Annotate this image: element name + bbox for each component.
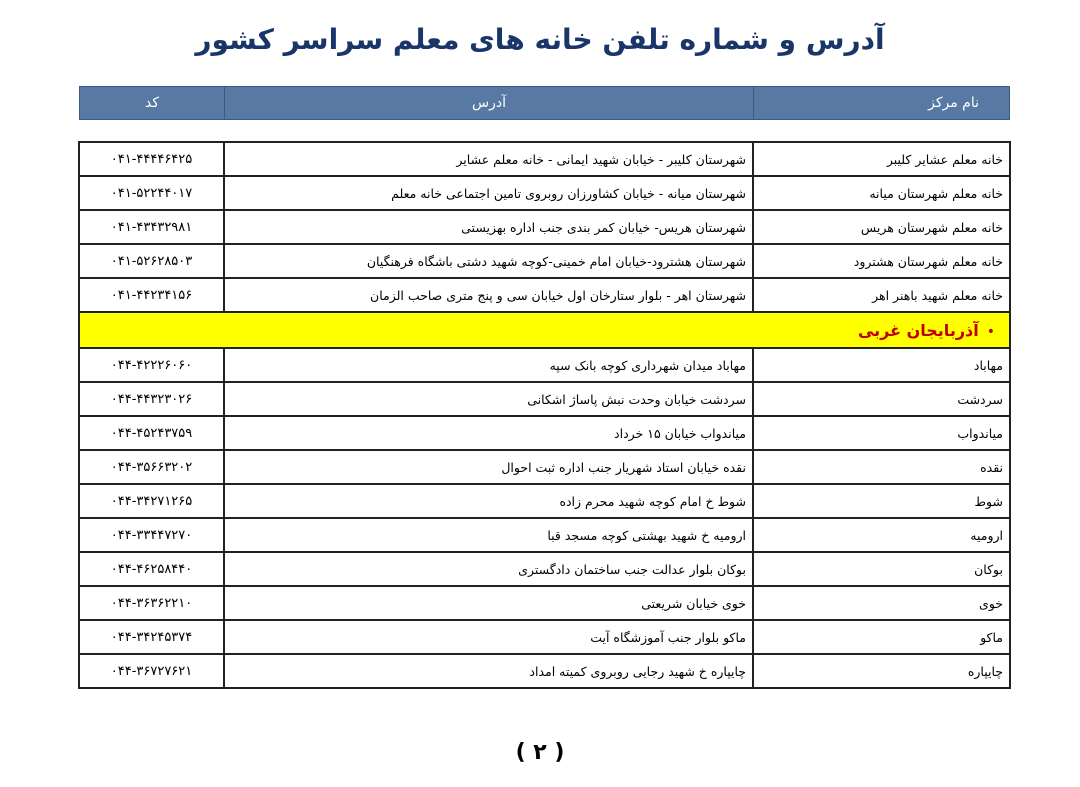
table-row [79,278,1010,312]
center-name-cell: نقده [753,450,1010,484]
table-row [79,552,1010,586]
center-name-cell: خوی [753,586,1010,620]
section-row [79,312,1010,348]
address-cell: شوط خ امام کوچه شهید محرم زاده [224,484,753,518]
page-title: آدرس و شماره تلفن خانه های معلم سراسر کشور [195,23,885,56]
address-cell: میاندواب خیابان ۱۵ خرداد [224,416,753,450]
column-header-code: کد [80,87,225,120]
page-number: ( ۲ ) [515,740,565,765]
phone-code-cell: ۰۴۱-۵۲۲۴۴۰۱۷ [79,176,224,210]
center-name-cell: بوکان [753,552,1010,586]
address-cell: شهرستان هریس- خیابان کمر بندی جنب اداره بهزیستی [224,210,753,244]
center-name-cell: خانه معلم شهرستان هشترود [753,244,1010,278]
table-row [79,654,1010,688]
section-cell [79,312,1010,348]
table-row [79,586,1010,620]
table-row [79,620,1010,654]
phone-code-cell: ۰۴۴-۴۲۲۲۶۰۶۰ [79,348,224,382]
phone-code-cell: ۰۴۴-۳۶۳۶۲۲۱۰ [79,586,224,620]
address-cell: شهرستان میانه - خیابان کشاورزان روبروی تامین اجتماعی خانه معلم [224,176,753,210]
phone-code-cell: ۰۴۴-۴۶۲۵۸۴۴۰ [79,552,224,586]
phone-code-cell: ۰۴۱-۴۳۴۳۲۹۸۱ [79,210,224,244]
phone-code-cell: ۰۴۱-۵۲۶۲۸۵۰۳ [79,244,224,278]
centers-table [78,141,1011,689]
address-cell: چایپاره خ شهید رجایی روبروی کمیته امداد [224,654,753,688]
phone-code-cell: ۰۴۱-۴۴۲۳۴۱۵۶ [79,278,224,312]
center-name-cell: مهاباد [753,348,1010,382]
address-cell: نقده خیابان استاد شهریار جنب اداره ثبت احوال [224,450,753,484]
table-row [79,210,1010,244]
section-label: آذربایجان غربی [857,320,979,340]
address-cell: ماکو بلوار جنب آموزشگاه آیت [224,620,753,654]
table-row [79,142,1010,176]
table-row [79,484,1010,518]
center-name-cell: خانه معلم عشایر کلیبر [753,142,1010,176]
table-row [79,348,1010,382]
bullet-icon: • [986,323,995,340]
phone-code-cell: ۰۴۴-۴۵۲۴۳۷۵۹ [79,416,224,450]
center-name-cell: ارومیه [753,518,1010,552]
phone-code-cell: ۰۴۴-۳۵۶۶۳۲۰۲ [79,450,224,484]
table-header [79,86,1010,120]
phone-code-cell: ۰۴۴-۳۴۲۴۵۳۷۴ [79,620,224,654]
center-name-cell: سردشت [753,382,1010,416]
address-cell: شهرستان هشترود-خیابان امام خمینی-کوچه شهید دشتی باشگاه فرهنگیان [224,244,753,278]
address-cell: شهرستان اهر - بلوار ستارخان اول خیابان سی و پنج متری صاحب الزمان [224,278,753,312]
column-header-address: آدرس [225,87,754,120]
address-cell: بوکان بلوار عدالت جنب ساختمان دادگستری [224,552,753,586]
address-cell: مهاباد میدان شهرداری کوچه بانک سپه [224,348,753,382]
address-cell: شهرستان کلیبر - خیابان شهید ایمانی - خانه معلم عشایر [224,142,753,176]
center-name-cell: خانه معلم شهید باهنر اهر [753,278,1010,312]
center-name-cell: ماکو [753,620,1010,654]
phone-code-cell: ۰۴۴-۴۴۳۲۳۰۲۶ [79,382,224,416]
table-row [79,382,1010,416]
center-name-cell: خانه معلم شهرستان میانه [753,176,1010,210]
phone-code-cell: ۰۴۴-۳۴۲۷۱۲۶۵ [79,484,224,518]
phone-code-cell: ۰۴۴-۳۳۴۴۷۲۷۰ [79,518,224,552]
address-cell: ارومیه خ شهید بهشتی کوچه مسجد قبا [224,518,753,552]
phone-code-cell: ۰۴۱-۴۴۴۴۶۴۲۵ [79,142,224,176]
table-row [79,244,1010,278]
table-row [79,518,1010,552]
table-row [79,416,1010,450]
phone-code-cell: ۰۴۴-۳۶۷۲۷۶۲۱ [79,654,224,688]
table-row [79,450,1010,484]
center-name-cell: میاندواب [753,416,1010,450]
table-row [79,176,1010,210]
column-header-name: نام مرکز [754,87,1010,120]
center-name-cell: خانه معلم شهرستان هریس [753,210,1010,244]
address-cell: خوی خیابان شریعتی [224,586,753,620]
center-name-cell: چایپاره [753,654,1010,688]
center-name-cell: شوط [753,484,1010,518]
address-cell: سردشت خیابان وحدت نبش پاساژ اشکانی [224,382,753,416]
